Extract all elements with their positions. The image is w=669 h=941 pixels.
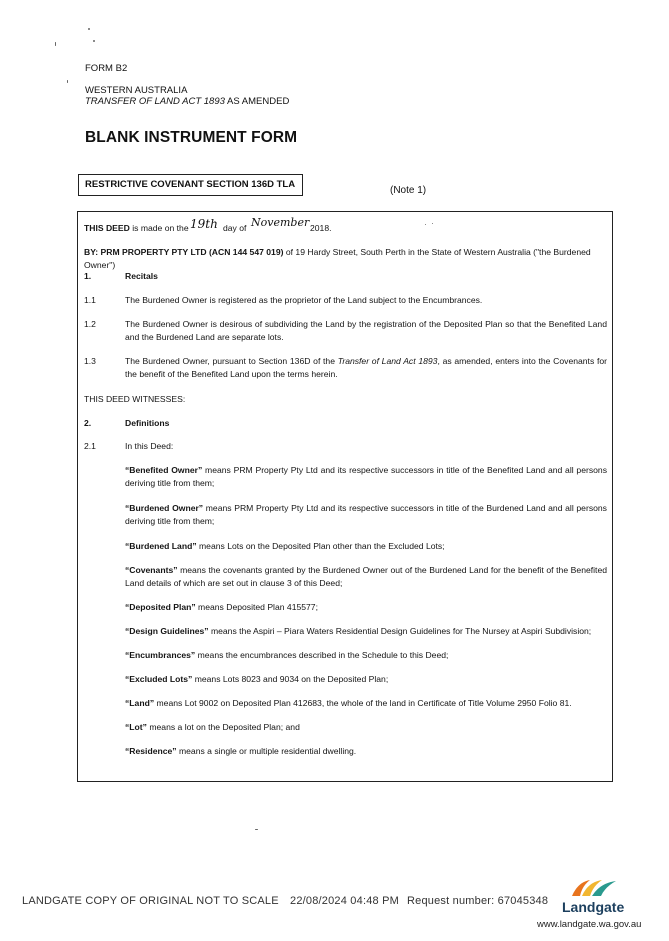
party-line	[84, 246, 609, 272]
handwritten-day: 19th	[190, 217, 218, 231]
note-reference: (Note 1)	[390, 185, 427, 196]
definition-term: “Covenants”	[125, 565, 178, 575]
definition-residence	[125, 745, 607, 758]
definition-text: means Deposited Plan 415577;	[195, 602, 318, 612]
definition-term: “Design Guidelines”	[125, 626, 209, 636]
definition-text: means PRM Property Pty Ltd and its respective successors in title of the Burdened Land and all persons deriving title from them;	[125, 503, 607, 526]
scan-speck	[93, 40, 95, 42]
definition-term: “Excluded Lots”	[125, 674, 193, 684]
definition-excluded-lots	[125, 673, 607, 686]
act-line	[85, 96, 289, 108]
clause-1-2-text: The Burdened Owner is desirous of subdividing the Land by the registration of the Deposited Plan so that the Benefited Land and the Burdened Land are separate lots.	[125, 319, 607, 342]
day-of-label: day of	[223, 223, 247, 233]
definition-burdened-land	[125, 540, 607, 553]
definition-text: means Lots on the Deposited Plan other than the Excluded Lots;	[196, 541, 445, 551]
act-name: TRANSFER OF LAND ACT 1893	[85, 96, 225, 107]
deed-date-line	[84, 222, 189, 235]
act-suffix: AS AMENDED	[224, 96, 290, 107]
clause-1-1-text: The Burdened Owner is registered as the proprietor of the Land subject to the Encumbrances.	[125, 295, 483, 305]
section-2-title: Definitions	[125, 418, 170, 428]
deed-made-prefix: THIS DEED	[84, 223, 130, 233]
definition-text: means Lot 9002 on Deposited Plan 412683, the whole of the land in Certificate of Title Volume 2950 Folio 81.	[154, 698, 572, 708]
definition-term: “Residence”	[125, 746, 177, 756]
clause-1-3-number: 1.3	[84, 356, 96, 366]
copy-timestamp: 22/08/2024 04:48 PM	[290, 895, 399, 907]
definition-text: means the covenants granted by the Burdened Owner out of the Burdened Land for the benefit of the Benefited Land details of which are set out in clause 3 of this Deed;	[125, 565, 607, 588]
clause-2-1-text: In this Deed:	[125, 441, 174, 451]
definition-burdened-owner	[125, 502, 607, 528]
scan-speck	[432, 223, 433, 224]
landgate-url[interactable]: www.landgate.wa.gov.au	[537, 919, 642, 930]
scan-speck	[55, 42, 56, 46]
definition-covenants	[125, 564, 607, 590]
definition-term: “Land”	[125, 698, 155, 708]
definition-text: means the encumbrances described in the Schedule to this Deed;	[195, 650, 449, 660]
clause-1-3-act: Transfer of Land Act 1893	[337, 356, 438, 366]
clause-1-3-text	[125, 355, 607, 381]
scan-speck	[425, 224, 426, 225]
page-title: BLANK INSTRUMENT FORM	[85, 129, 298, 146]
state-name: WESTERN AUSTRALIA	[85, 85, 188, 96]
landgate-logo-icon	[568, 876, 624, 898]
handwritten-month: November	[251, 216, 310, 229]
party-address: of 19 Hardy Street, South Perth in the State of Western Australia ("the Burdened Owner")	[84, 247, 591, 270]
copy-notice: LANDGATE COPY OF ORIGINAL NOT TO SCALE	[22, 895, 279, 907]
form-code: FORM B2	[85, 63, 128, 74]
deed-year: 2018.	[310, 223, 332, 233]
landgate-logo-text: Landgate	[562, 899, 625, 915]
clause-2-1-number: 2.1	[84, 441, 96, 451]
definition-land	[125, 697, 607, 710]
section-1-number: 1.	[84, 271, 92, 281]
clause-1-2-number: 1.2	[84, 319, 96, 329]
definition-lot	[125, 721, 607, 734]
definition-term: “Deposited Plan”	[125, 602, 196, 612]
definition-text: means the Aspiri – Piara Waters Residential Design Guidelines for The Nursey at Aspiri Subdivision;	[208, 626, 592, 636]
scan-speck	[67, 80, 68, 83]
definition-term: “Burdened Land”	[125, 541, 197, 551]
party-name: BY: PRM PROPERTY PTY LTD (ACN 144 547 019)	[84, 247, 284, 257]
scan-speck	[255, 829, 258, 830]
definition-text: means Lots 8023 and 9034 on the Deposited Plan;	[192, 674, 389, 684]
clause-1-3-text-b: , as amended, enters into the Covenants for the benefit of the Benefited Land upon the terms herein.	[125, 356, 607, 379]
scan-speck	[88, 28, 90, 30]
definition-text: means PRM Property Pty Ltd and its respective successors in title of the Benefited Land and all persons deriving title from them;	[125, 465, 607, 488]
covenant-label-box: RESTRICTIVE COVENANT SECTION 136D TLA	[78, 174, 303, 196]
definition-term: “Burdened Owner”	[125, 503, 204, 513]
definition-design-guidelines	[125, 625, 607, 638]
definition-benefited-owner	[125, 464, 607, 490]
deed-made-text: is made on the	[129, 223, 189, 233]
section-1-title: Recitals	[125, 271, 158, 281]
definition-term: “Lot”	[125, 722, 147, 732]
definition-text: means a lot on the Deposited Plan; and	[146, 722, 300, 732]
request-number: Request number: 67045348	[407, 895, 549, 907]
definition-term: “Encumbrances”	[125, 650, 196, 660]
clause-1-1-number: 1.1	[84, 295, 96, 305]
clause-1-3-text-a: The Burdened Owner, pursuant to Section 136D of the	[125, 356, 338, 366]
definition-deposited-plan	[125, 601, 607, 614]
definition-term: “Benefited Owner”	[125, 465, 203, 475]
definition-text: means a single or multiple residential dwelling.	[176, 746, 357, 756]
deed-witnesses: THIS DEED WITNESSES:	[84, 394, 186, 404]
section-2-number: 2.	[84, 418, 92, 428]
definition-encumbrances	[125, 649, 607, 662]
